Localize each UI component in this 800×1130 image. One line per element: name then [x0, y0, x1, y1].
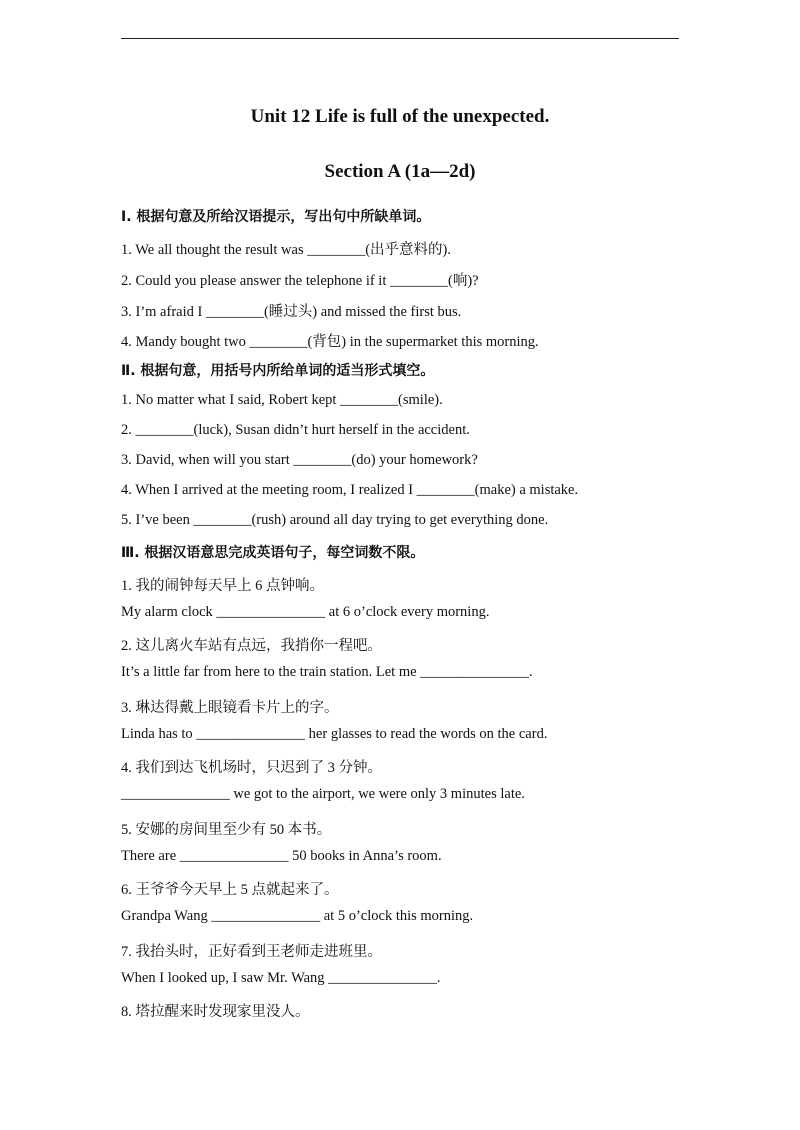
exercise-line: 2. Could you please answer the telephone if it ________(响)?: [121, 273, 479, 289]
exercise-line: 7. 我抬头时，正好看到王老师走进班里。: [121, 944, 382, 960]
exercise-line: 1. No matter what I said, Robert kept ________(smile).: [121, 392, 443, 408]
exercise-line: 5. 安娜的房间里至少有 50 本书。: [121, 822, 332, 838]
exercise-line: 2. 这儿离火车站有点远，我捎你一程吧。: [121, 638, 382, 654]
header-rule: [121, 38, 679, 39]
exercise-line: 4. 我们到达飞机场时，只迟到了 3 分钟。: [121, 760, 382, 776]
exercise-line: _______________ we got to the airport, we were only 3 minutes late.: [121, 786, 525, 802]
exercise-line: Grandpa Wang _______________ at 5 o’clock this morning.: [121, 908, 474, 924]
section-heading: Ⅰ. 根据句意及所给汉语提示，写出句中所缺单词。: [121, 209, 431, 225]
exercise-line: 1. We all thought the result was ________(出乎意料的).: [121, 242, 452, 258]
page-title: Unit 12 Life is full of the unexpected.: [250, 106, 550, 127]
exercise-line: 8. 塔拉醒来时发现家里没人。: [121, 1004, 310, 1020]
exercise-line: 4. Mandy bought two ________(背包) in the supermarket this morning.: [121, 334, 539, 350]
exercise-line: There are _______________ 50 books in Anna’s room.: [121, 848, 442, 864]
exercise-line: 2. ________(luck), Susan didn’t hurt herself in the accident.: [121, 422, 470, 438]
exercise-line: My alarm clock _______________ at 6 o’clock every morning.: [121, 604, 490, 620]
exercise-line: 3. 琳达得戴上眼镜看卡片上的字。: [121, 700, 339, 716]
exercise-line: 6. 王爷爷今天早上 5 点就起来了。: [121, 882, 339, 898]
exercise-line: 4. When I arrived at the meeting room, I realized I ________(make) a mistake.: [121, 482, 579, 498]
section-title: Section A (1a—2d): [324, 161, 476, 182]
exercise-line: It’s a little far from here to the train station. Let me _______________.: [121, 664, 533, 680]
section-heading: Ⅱ. 根据句意，用括号内所给单词的适当形式填空。: [121, 363, 435, 379]
section-heading: Ⅲ. 根据汉语意思完成英语句子，每空词数不限。: [121, 545, 425, 561]
exercise-line: 3. David, when will you start ________(do) your homework?: [121, 452, 478, 468]
exercise-line: Linda has to _______________ her glasses to read the words on the card.: [121, 726, 548, 742]
exercise-line: 1. 我的闹钟每天早上 6 点钟响。: [121, 578, 324, 594]
exercise-line: 5. I’ve been ________(rush) around all day trying to get everything done.: [121, 512, 549, 528]
exercise-line: 3. I’m afraid I ________(睡过头) and missed the first bus.: [121, 304, 462, 320]
exercise-line: When I looked up, I saw Mr. Wang _______________.: [121, 970, 441, 986]
